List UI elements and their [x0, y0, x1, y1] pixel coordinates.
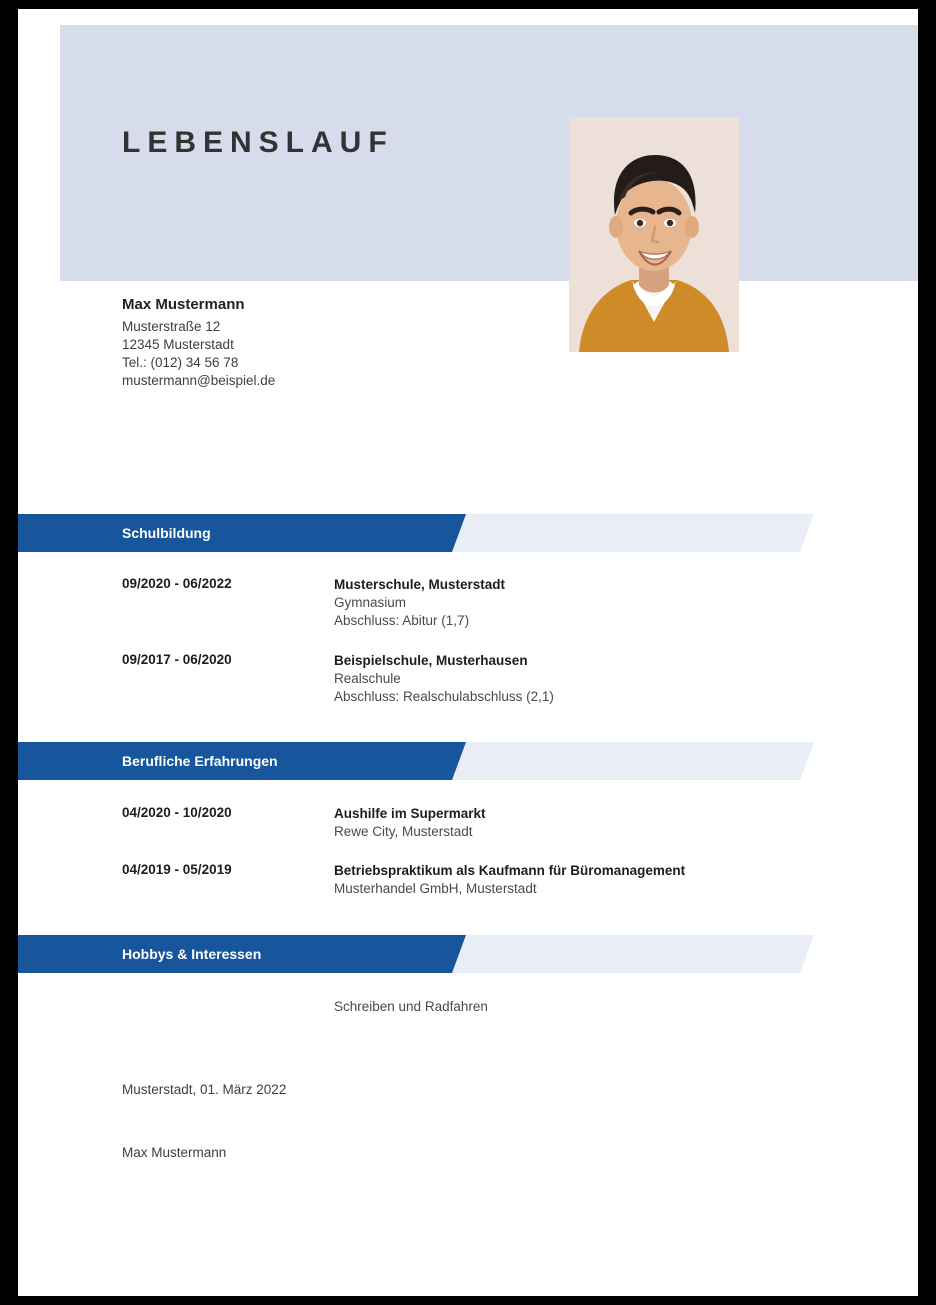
entry-line-1: Realschule — [334, 671, 401, 686]
address-city: 12345 Musterstadt — [122, 337, 234, 352]
entry-date: 09/2017 - 06/2020 — [122, 652, 232, 667]
entry-line-1: Gymnasium — [334, 595, 407, 610]
section-title: Berufliche Erfahrungen — [122, 753, 278, 769]
entry-line-1: Schreiben und Radfahren — [334, 999, 488, 1014]
resume-page — [18, 9, 918, 1296]
entry-body — [334, 576, 874, 630]
entry-body — [334, 652, 874, 706]
entry-date: 04/2019 - 05/2019 — [122, 862, 232, 877]
contact-block — [122, 296, 275, 390]
section-title: Hobbys & Interessen — [122, 946, 262, 962]
address-street: Musterstraße 12 — [122, 319, 221, 334]
signature-name: Max Mustermann — [122, 1145, 227, 1160]
candidate-name: Max Mustermann — [122, 296, 245, 313]
entry-body — [334, 998, 874, 1016]
page-title: LEBENSLAUF — [122, 126, 394, 159]
entry-line-1: Musterhandel GmbH, Musterstadt — [334, 881, 537, 896]
entry-line-2: Abschluss: Realschulabschluss (2,1) — [334, 689, 554, 704]
portrait-photo — [569, 117, 739, 352]
entry-line-2: Abschluss: Abitur (1,7) — [334, 613, 470, 628]
place-and-date: Musterstadt, 01. März 2022 — [122, 1082, 287, 1097]
section-bar-accent — [18, 514, 466, 552]
entry-body — [334, 862, 874, 898]
entry-body — [334, 805, 874, 841]
entry-title: Beispielschule, Musterhausen — [334, 653, 528, 668]
entry-title: Aushilfe im Supermarkt — [334, 806, 486, 821]
phone-number: Tel.: (012) 34 56 78 — [122, 355, 239, 370]
entry-date: 04/2020 - 10/2020 — [122, 805, 232, 820]
entry-date: 09/2020 - 06/2022 — [122, 576, 232, 591]
email-address: mustermann@beispiel.de — [122, 373, 276, 388]
entry-title: Betriebspraktikum als Kaufmann für Büromanagement — [334, 863, 686, 878]
entry-title: Musterschule, Musterstadt — [334, 577, 506, 592]
section-title: Schulbildung — [122, 525, 211, 541]
entry-line-1: Rewe City, Musterstadt — [334, 824, 473, 839]
